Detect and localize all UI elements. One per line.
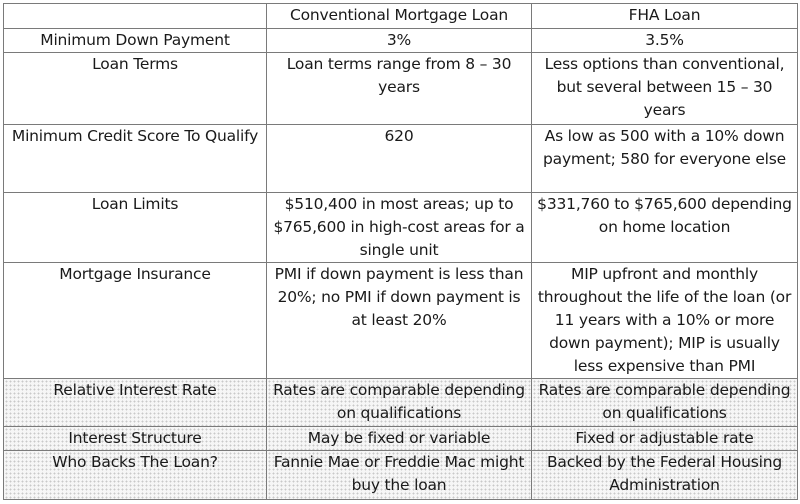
row-label: Minimum Credit Score To Qualify: [4, 125, 267, 193]
table-row: [4, 29, 798, 53]
fha-cell: As low as 500 with a 10% down payment; 580 for everyone else: [532, 125, 798, 193]
fha-cell: Rates are comparable depending on qualifications: [532, 379, 798, 427]
conventional-cell: May be fixed or variable: [267, 427, 532, 451]
table-row: [4, 125, 798, 193]
table-row: [4, 53, 798, 125]
table-row: [4, 427, 798, 451]
fha-cell: Less options than conventional, but several between 15 – 30 years: [532, 53, 798, 125]
table-row: [4, 193, 798, 263]
table-row: [4, 379, 798, 427]
fha-cell: Fixed or adjustable rate: [532, 427, 798, 451]
table-row: [4, 263, 798, 379]
row-label: Minimum Down Payment: [4, 29, 267, 53]
header-cell-empty: [4, 4, 267, 29]
row-label: Who Backs The Loan?: [4, 451, 267, 500]
table-row: [4, 451, 798, 500]
conventional-cell: $510,400 in most areas; up to $765,600 in high-cost areas for a single unit: [267, 193, 532, 263]
row-label: Loan Terms: [4, 53, 267, 125]
conventional-cell: Rates are comparable depending on qualifications: [267, 379, 532, 427]
header-row: [4, 4, 798, 29]
loan-comparison-table: [3, 3, 798, 500]
conventional-cell: PMI if down payment is less than 20%; no PMI if down payment is at least 20%: [267, 263, 532, 379]
row-label: Interest Structure: [4, 427, 267, 451]
conventional-cell: Loan terms range from 8 – 30 years: [267, 53, 532, 125]
fha-cell: MIP upfront and monthly throughout the life of the loan (or 11 years with a 10% or more down payment); MIP is usually less expensive than PMI: [532, 263, 798, 379]
conventional-cell: 3%: [267, 29, 532, 53]
row-label: Mortgage Insurance: [4, 263, 267, 379]
row-label: Loan Limits: [4, 193, 267, 263]
fha-cell: $331,760 to $765,600 depending on home location: [532, 193, 798, 263]
header-cell-fha: FHA Loan: [532, 4, 798, 29]
conventional-cell: Fannie Mae or Freddie Mac might buy the loan: [267, 451, 532, 500]
conventional-cell: 620: [267, 125, 532, 193]
header-cell-conventional: Conventional Mortgage Loan: [267, 4, 532, 29]
fha-cell: Backed by the Federal Housing Administration: [532, 451, 798, 500]
fha-cell: 3.5%: [532, 29, 798, 53]
row-label: Relative Interest Rate: [4, 379, 267, 427]
